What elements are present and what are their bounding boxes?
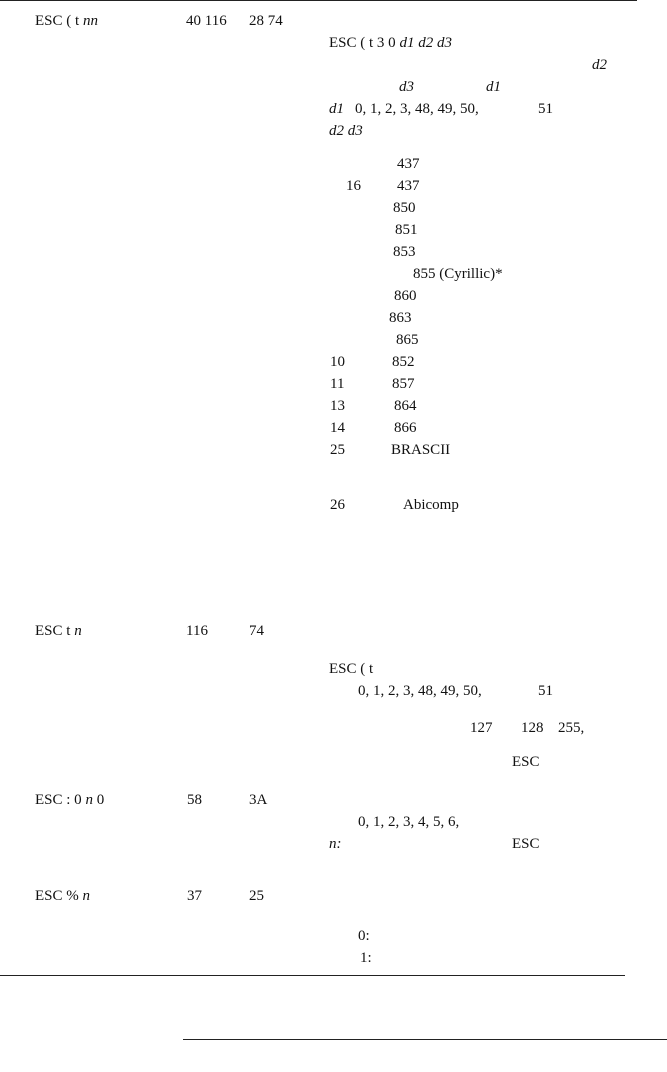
table-id: 16 [346,178,361,194]
hex-code: 25 [249,888,264,904]
table-value: BRASCII [391,442,451,458]
footer-rule [183,1039,667,1040]
description-line: 0, 1, 2, 3, 4, 5, 6, [358,814,460,830]
description-line: 127 [470,720,493,736]
description-line: ESC ( t [329,661,374,677]
table-value: 437 [397,178,420,194]
table-value: 851 [395,222,418,238]
decimal-code: 40 116 [186,13,227,29]
table-id: 14 [330,420,345,436]
table-value: 855 (Cyrillic)* [413,266,503,282]
table-id: 11 [330,376,345,392]
description-line: d3 [399,79,414,95]
bottom-rule [0,975,625,976]
table-value: 865 [396,332,419,348]
table-value: Abicomp [403,497,459,513]
description-line: 255, [558,720,585,736]
hex-code: 3A [249,792,268,808]
description-line: d2 d3 [329,123,363,139]
command-code: ESC : 0 n 0 [35,792,105,808]
description-line: 1: [360,950,372,966]
description-line: 51 [538,101,553,117]
description-line: d2 [592,57,607,73]
table-value: 437 [397,156,420,172]
table-id: 13 [330,398,345,414]
description-line: d1 [329,101,344,117]
decimal-code: 37 [187,888,202,904]
command-code: ESC t n [35,623,82,639]
command-code: ESC % n [35,888,91,904]
description-line: ESC ( t 3 0 d1 d2 d3 [329,35,452,51]
table-value: 864 [394,398,417,414]
description-line: ESC [512,754,540,770]
description-line: 0, 1, 2, 3, 48, 49, 50, [358,683,482,699]
table-id: 10 [330,354,345,370]
description-line: 51 [538,683,553,699]
description-line: 0: [358,928,370,944]
table-value: 863 [389,310,412,326]
decimal-code: 116 [186,623,208,639]
table-value: 853 [393,244,416,260]
description-line: n: [329,836,342,852]
table-value: 866 [394,420,417,436]
code-text: ESC ( t nn [35,13,98,29]
description-line: ESC [512,836,540,852]
table-value: 857 [392,376,415,392]
table-value: 850 [393,200,416,216]
table-value: 852 [392,354,415,370]
description-line: 0, 1, 2, 3, 48, 49, 50, [355,101,479,117]
description-line: 128 [521,720,544,736]
table-value: 860 [394,288,417,304]
description-line: d1 [486,79,501,95]
hex-code: 74 [249,623,264,639]
table-id: 26 [330,497,345,513]
hex-code: 28 74 [249,13,283,29]
table-id: 25 [330,442,345,458]
decimal-code: 58 [187,792,202,808]
command-code [35,12,98,30]
top-rule [0,0,637,1]
